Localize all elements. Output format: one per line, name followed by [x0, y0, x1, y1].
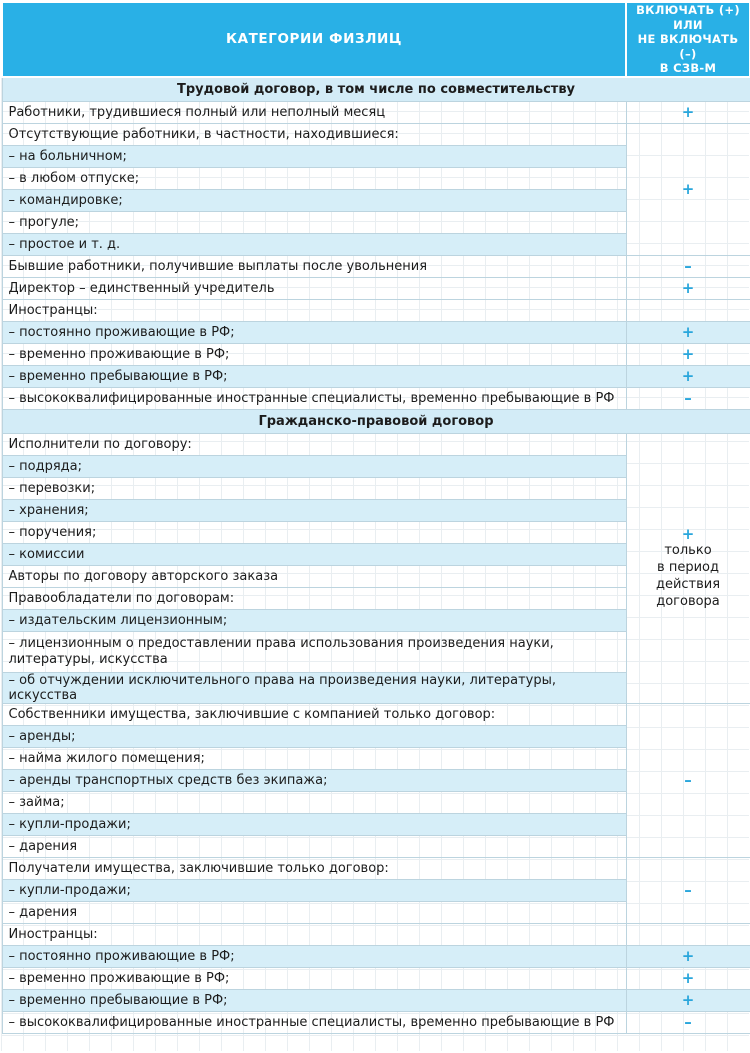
row-label: – подряда;	[2, 455, 626, 477]
row-label: – займа;	[2, 791, 626, 813]
table-row	[2, 703, 750, 725]
row-label: Отсутствующие работники, в частности, находившиеся:	[2, 123, 626, 145]
table-row	[2, 101, 750, 123]
include-mark: –	[626, 255, 750, 277]
table-row	[2, 365, 750, 387]
table-row	[2, 277, 750, 299]
include-mark: +	[626, 945, 750, 967]
row-label: Получатели имущества, заключившие только договор:	[2, 857, 626, 879]
row-label: – постоянно проживающие в РФ;	[2, 945, 626, 967]
row-label: – купли-продажи;	[2, 813, 626, 835]
table-row	[2, 123, 750, 145]
row-label: – издательским лицензионным;	[2, 609, 626, 631]
section-title-row	[2, 77, 750, 102]
table-row	[2, 923, 750, 945]
include-mark: +	[626, 343, 750, 365]
row-label: – купли-продажи;	[2, 879, 626, 901]
include-mark: –	[626, 857, 750, 923]
szv-m-categories-table	[1, 1, 750, 1034]
row-label: Исполнители по договору:	[2, 433, 626, 455]
row-label: – временно проживающие в РФ;	[2, 343, 626, 365]
table-row	[2, 321, 750, 343]
row-label: – временно проживающие в РФ;	[2, 967, 626, 989]
table-row	[2, 1011, 750, 1033]
include-mark-empty	[626, 299, 750, 321]
include-mark: +	[626, 967, 750, 989]
table-row	[2, 343, 750, 365]
include-mark: –	[626, 387, 750, 409]
row-label: – прогуле;	[2, 211, 626, 233]
row-label: Собственники имущества, заключившие с компанией только договор:	[2, 703, 626, 725]
section-title-labor: Трудовой договор, в том числе по совместительству	[2, 77, 750, 102]
row-label: – высококвалифицированные иностранные специалисты, временно пребывающие в РФ	[2, 387, 626, 409]
row-label: – комиссии	[2, 543, 626, 565]
row-label: – временно пребывающие в РФ;	[2, 365, 626, 387]
row-label: Бывшие работники, получившие выплаты после увольнения	[2, 255, 626, 277]
row-label: Иностранцы:	[2, 923, 626, 945]
header-include-line1: ВКЛЮЧАТЬ (+)	[636, 3, 740, 17]
row-label: Авторы по договору авторского заказа	[2, 565, 626, 587]
row-label: – высококвалифицированные иностранные специалисты, временно пребывающие в РФ	[2, 1011, 626, 1033]
include-mark-empty	[626, 923, 750, 945]
include-mark: +	[681, 524, 695, 543]
row-label: – перевозки;	[2, 477, 626, 499]
period-note-line: договора	[656, 593, 720, 609]
include-mark-period	[626, 433, 750, 703]
sv-table-page	[1, 1, 749, 1051]
include-mark: +	[626, 989, 750, 1011]
row-label: – лицензионным о предоставлении права использования произведения науки, литературы, искусства	[2, 631, 626, 672]
row-label: – аренды;	[2, 725, 626, 747]
period-note-line: только	[664, 542, 712, 558]
row-label: – простое и т. д.	[2, 233, 626, 255]
header-categories: КАТЕГОРИИ ФИЗЛИЦ	[2, 2, 626, 77]
include-mark: +	[626, 321, 750, 343]
table-row	[2, 989, 750, 1011]
row-label: – временно пребывающие в РФ;	[2, 989, 626, 1011]
row-label: Правообладатели по договорам:	[2, 587, 626, 609]
include-mark: –	[626, 703, 750, 857]
include-mark: –	[626, 1011, 750, 1033]
row-label: – дарения	[2, 901, 626, 923]
row-label: – поручения;	[2, 521, 626, 543]
period-note-line: действия	[655, 576, 721, 592]
row-label: – хранения;	[2, 499, 626, 521]
include-mark: +	[626, 101, 750, 123]
table-row	[2, 967, 750, 989]
section-title-civil: Гражданско-правовой договор	[2, 409, 750, 433]
table-row	[2, 387, 750, 409]
row-label: Работники, трудившиеся полный или неполный месяц	[2, 101, 626, 123]
row-label: – на больничном;	[2, 145, 626, 167]
row-label: Директор – единственный учредитель	[2, 277, 626, 299]
table-row	[2, 433, 750, 455]
table-row	[2, 945, 750, 967]
table-row	[2, 299, 750, 321]
include-mark: +	[626, 123, 750, 255]
include-mark: +	[626, 277, 750, 299]
row-label: – постоянно проживающие в РФ;	[2, 321, 626, 343]
period-note-line: в период	[657, 559, 719, 575]
table-row	[2, 857, 750, 879]
row-label: – в любом отпуске;	[2, 167, 626, 189]
header-include-line2: ИЛИ	[673, 17, 703, 32]
header-include-line4: В СЗВ-М	[659, 61, 717, 75]
header-include-line3: НЕ ВКЛЮЧАТЬ (–)	[637, 32, 739, 61]
row-label: – аренды транспортных средств без экипажа;	[2, 769, 626, 791]
row-label: – найма жилого помещения;	[2, 747, 626, 769]
include-mark: +	[626, 365, 750, 387]
section-title-row	[2, 409, 750, 433]
table-header	[2, 2, 750, 77]
row-label: Иностранцы:	[2, 299, 626, 321]
table-row	[2, 255, 750, 277]
header-include	[626, 2, 750, 77]
row-label: – дарения	[2, 835, 626, 857]
row-label: – об отчуждении исключительного права на произведения науки, литературы, искусства	[2, 672, 626, 703]
row-label: – командировке;	[2, 189, 626, 211]
